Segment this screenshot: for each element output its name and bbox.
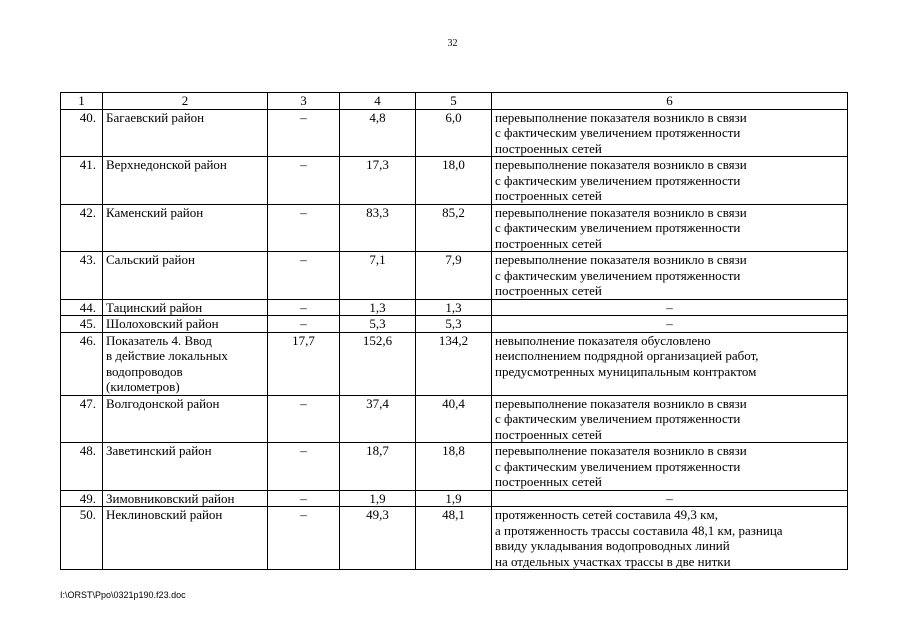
- comment-line: построенных сетей: [495, 188, 602, 203]
- table-row: [61, 204, 848, 252]
- value-col-3: –: [268, 109, 340, 157]
- comment-cell: [492, 316, 848, 333]
- value-col-5: 5,3: [416, 316, 492, 333]
- value-col-5: 40,4: [416, 395, 492, 443]
- table-row: [61, 490, 848, 507]
- comment-line: перевыполнение показателя возникло в связи: [495, 443, 747, 458]
- district-name: Зимовниковский район: [103, 490, 268, 507]
- value-col-4: 17,3: [340, 157, 416, 205]
- comment-line: перевыполнение показателя возникло в связи: [495, 157, 747, 172]
- comment-line: построенных сетей: [495, 283, 602, 298]
- comment-line: невыполнение показателя обусловлено: [495, 332, 711, 348]
- row-number: 43.: [61, 252, 103, 300]
- comment-cell: [492, 395, 848, 443]
- comment-line: неисполнением подрядной организацией работ,: [495, 348, 759, 363]
- comment-line: перевыполнение показателя возникло в связи: [495, 109, 747, 125]
- value-col-3: –: [268, 443, 340, 491]
- table-row: [61, 332, 848, 395]
- value-col-4: 1,3: [340, 299, 416, 316]
- value-col-3: 17,7: [268, 332, 340, 395]
- value-col-4: 7,1: [340, 252, 416, 300]
- value-col-3: –: [268, 252, 340, 300]
- row-number: 50.: [61, 507, 103, 570]
- district-name: Багаевский район: [103, 109, 268, 157]
- value-col-4: 1,9: [340, 490, 416, 507]
- comment-cell: [492, 299, 848, 316]
- header-cell-1: 1: [61, 93, 103, 110]
- header-cell-6: 6: [492, 93, 848, 110]
- table-header-row: [61, 93, 848, 110]
- header-cell-5: 5: [416, 93, 492, 110]
- report-table: [60, 92, 848, 570]
- comment-cell: [492, 507, 848, 570]
- value-col-4: 18,7: [340, 443, 416, 491]
- comment-line: с фактическим увеличением протяженности: [495, 220, 741, 235]
- row-number: 47.: [61, 395, 103, 443]
- value-col-4: 83,3: [340, 204, 416, 252]
- comment-cell: [492, 204, 848, 252]
- value-col-4: 5,3: [340, 316, 416, 333]
- comment-line: построенных сетей: [495, 235, 602, 251]
- comment-line: построенных сетей: [495, 474, 602, 489]
- value-col-3: –: [268, 316, 340, 333]
- comment-cell: [492, 332, 848, 395]
- comment-line: построенных сетей: [495, 140, 602, 156]
- district-name: Каменский район: [103, 204, 268, 252]
- comment-line: с фактическим увеличением протяженности: [495, 458, 741, 474]
- table-row: [61, 252, 848, 300]
- comment-line: ввиду укладывания водопроводных линий: [495, 538, 730, 553]
- comment-cell: [492, 252, 848, 300]
- comment-line: с фактическим увеличением протяженности: [495, 267, 741, 283]
- comment-line: построенных сетей: [495, 426, 602, 442]
- comment-line: –: [666, 490, 673, 506]
- comment-line: –: [666, 316, 673, 331]
- value-col-5: 85,2: [416, 204, 492, 252]
- district-name: Заветинский район: [103, 443, 268, 491]
- comment-cell: [492, 109, 848, 157]
- row-number: 45.: [61, 316, 103, 333]
- comment-cell: [492, 443, 848, 491]
- table-row: [61, 316, 848, 333]
- comment-cell: [492, 490, 848, 507]
- page-number: 32: [447, 38, 458, 49]
- district-name: Сальский район: [103, 252, 268, 300]
- comment-line: с фактическим увеличением протяженности: [495, 125, 741, 140]
- table-row: [61, 157, 848, 205]
- row-number: 42.: [61, 204, 103, 252]
- row-number: 46.: [61, 332, 103, 395]
- row-number: 40.: [61, 109, 103, 157]
- value-col-3: –: [268, 395, 340, 443]
- comment-cell: [492, 157, 848, 205]
- district-name: Волгодонской район: [103, 395, 268, 443]
- comment-line: –: [666, 299, 673, 315]
- value-col-5: 1,9: [416, 490, 492, 507]
- header-cell-4: 4: [340, 93, 416, 110]
- row-number: 41.: [61, 157, 103, 205]
- value-col-4: 37,4: [340, 395, 416, 443]
- value-col-3: –: [268, 507, 340, 570]
- district-name: Неклиновский район: [103, 507, 268, 570]
- value-col-3: –: [268, 490, 340, 507]
- comment-line: а протяженность трассы составила 48,1 км, разница: [495, 522, 783, 538]
- value-col-5: 48,1: [416, 507, 492, 570]
- comment-line: перевыполнение показателя возникло в связи: [495, 204, 747, 220]
- value-col-5: 6,0: [416, 109, 492, 157]
- header-cell-2: 2: [103, 93, 268, 110]
- value-col-5: 18,8: [416, 443, 492, 491]
- comment-line: перевыполнение показателя возникло в связи: [495, 252, 747, 267]
- comment-line: перевыполнение показателя возникло в связи: [495, 395, 747, 411]
- value-col-3: –: [268, 157, 340, 205]
- value-col-4: 4,8: [340, 109, 416, 157]
- district-name: Показатель 4. Ввод в действие локальных водопроводов (километров): [103, 332, 268, 395]
- table-row: [61, 299, 848, 316]
- table-row: [61, 507, 848, 570]
- comment-line: на отдельных участках трассы в две нитки: [495, 553, 731, 569]
- value-col-5: 18,0: [416, 157, 492, 205]
- header-cell-3: 3: [268, 93, 340, 110]
- district-name: Верхнедонской район: [103, 157, 268, 205]
- comment-line: с фактическим увеличением протяженности: [495, 172, 741, 188]
- row-number: 49.: [61, 490, 103, 507]
- value-col-5: 7,9: [416, 252, 492, 300]
- value-col-4: 49,3: [340, 507, 416, 570]
- value-col-5: 134,2: [416, 332, 492, 395]
- comment-line: с фактическим увеличением протяженности: [495, 411, 741, 426]
- row-number: 44.: [61, 299, 103, 316]
- table-row: [61, 443, 848, 491]
- comment-line: предусмотренных муниципальным контрактом: [495, 363, 757, 379]
- comment-line: протяженность сетей составила 49,3 км,: [495, 507, 718, 522]
- value-col-5: 1,3: [416, 299, 492, 316]
- table-row: [61, 395, 848, 443]
- district-name: Тацинский район: [103, 299, 268, 316]
- table-row: [61, 109, 848, 157]
- value-col-3: –: [268, 204, 340, 252]
- file-path-footer: I:\ORST\Ppo\0321p190.f23.doc: [60, 590, 186, 600]
- value-col-3: –: [268, 299, 340, 316]
- row-number: 48.: [61, 443, 103, 491]
- value-col-4: 152,6: [340, 332, 416, 395]
- district-name: Шолоховский район: [103, 316, 268, 333]
